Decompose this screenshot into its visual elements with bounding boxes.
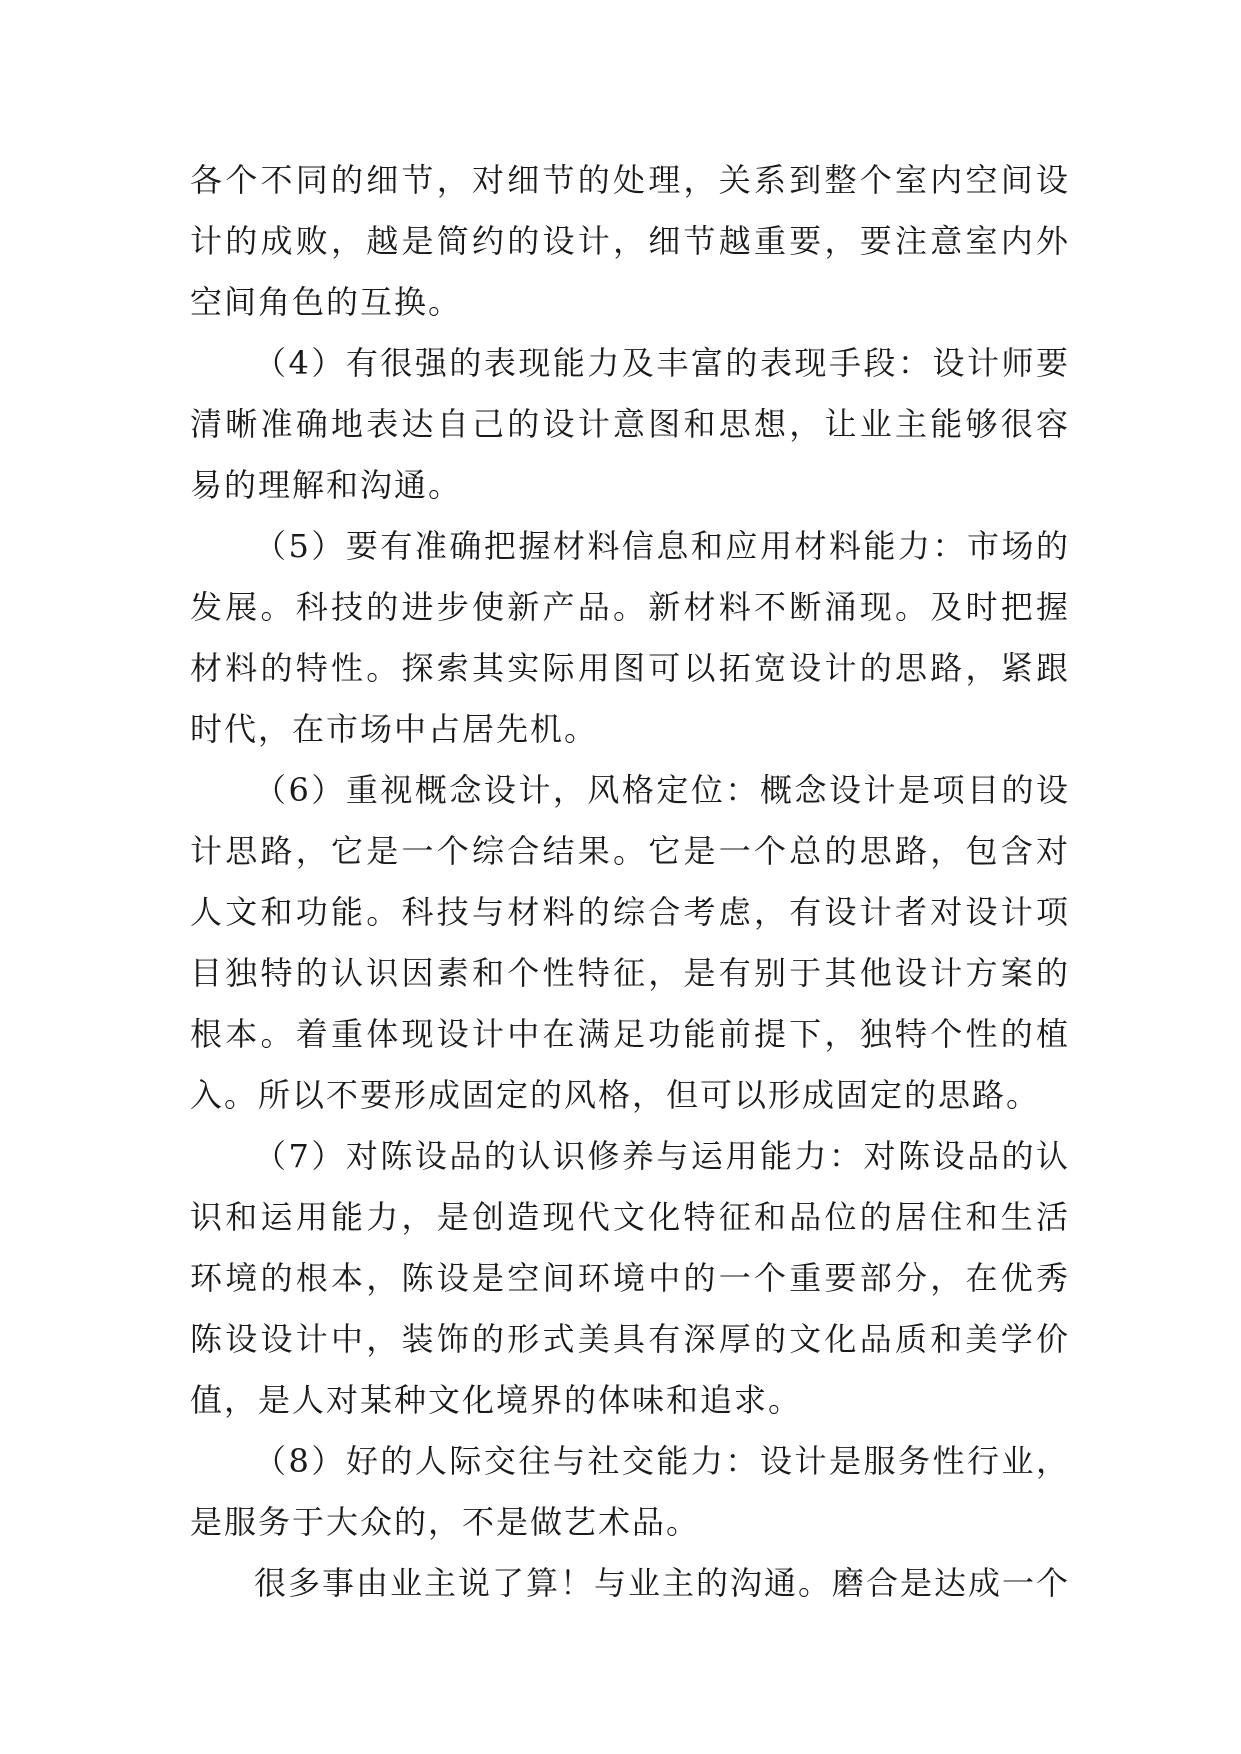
paragraph-item-6: （6）重视概念设计，风格定位：概念设计是项目的设计思路，它是一个综合结果。它是一个总的思路，包含对人文和功能。科技与材料的综合考虑，有设计者对设计项目独特的认识因素和个性特征，是有别于其他设计方案的根本。着重体现设计中在满足功能前提下，独特个性的植入。所以不要形成固定的风格，但可以形成固定的思路。 [190,771,1070,1114]
paragraph-item-4: （4）有很强的表现能力及丰富的表现手段：设计师要清晰准确地表达自己的设计意图和思想，让业主能够很容易的理解和沟通。 [190,344,1070,504]
paragraph-closing: 很多事由业主说了算！与业主的沟通。磨合是达成一个 [254,1564,1071,1602]
body-text [190,150,1070,1614]
paragraph-continuation: 各个不同的细节，对细节的处理，关系到整个室内空间设计的成败，越是简约的设计，细节越重要，要注意室内外空间角色的互换。 [190,161,1070,321]
paragraph-item-8: （8）好的人际交往与社交能力：设计是服务性行业，是服务于大众的，不是做艺术品。 [190,1442,1070,1541]
paragraph-item-5: （5）要有准确把握材料信息和应用材料能力：市场的发展。科技的进步使新产品。新材料不断涌现。及时把握材料的特性。探索其实际用图可以拓宽设计的思路，紧跟时代，在市场中占居先机。 [190,527,1070,748]
paragraph-item-7: （7）对陈设品的认识修养与运用能力：对陈设品的认识和运用能力，是创造现代文化特征和品位的居住和生活环境的根本，陈设是空间环境中的一个重要部分，在优秀陈设设计中，装饰的形式美具有深厚的文化品质和美学价值，是人对某种文化境界的体味和追求。 [190,1137,1070,1419]
